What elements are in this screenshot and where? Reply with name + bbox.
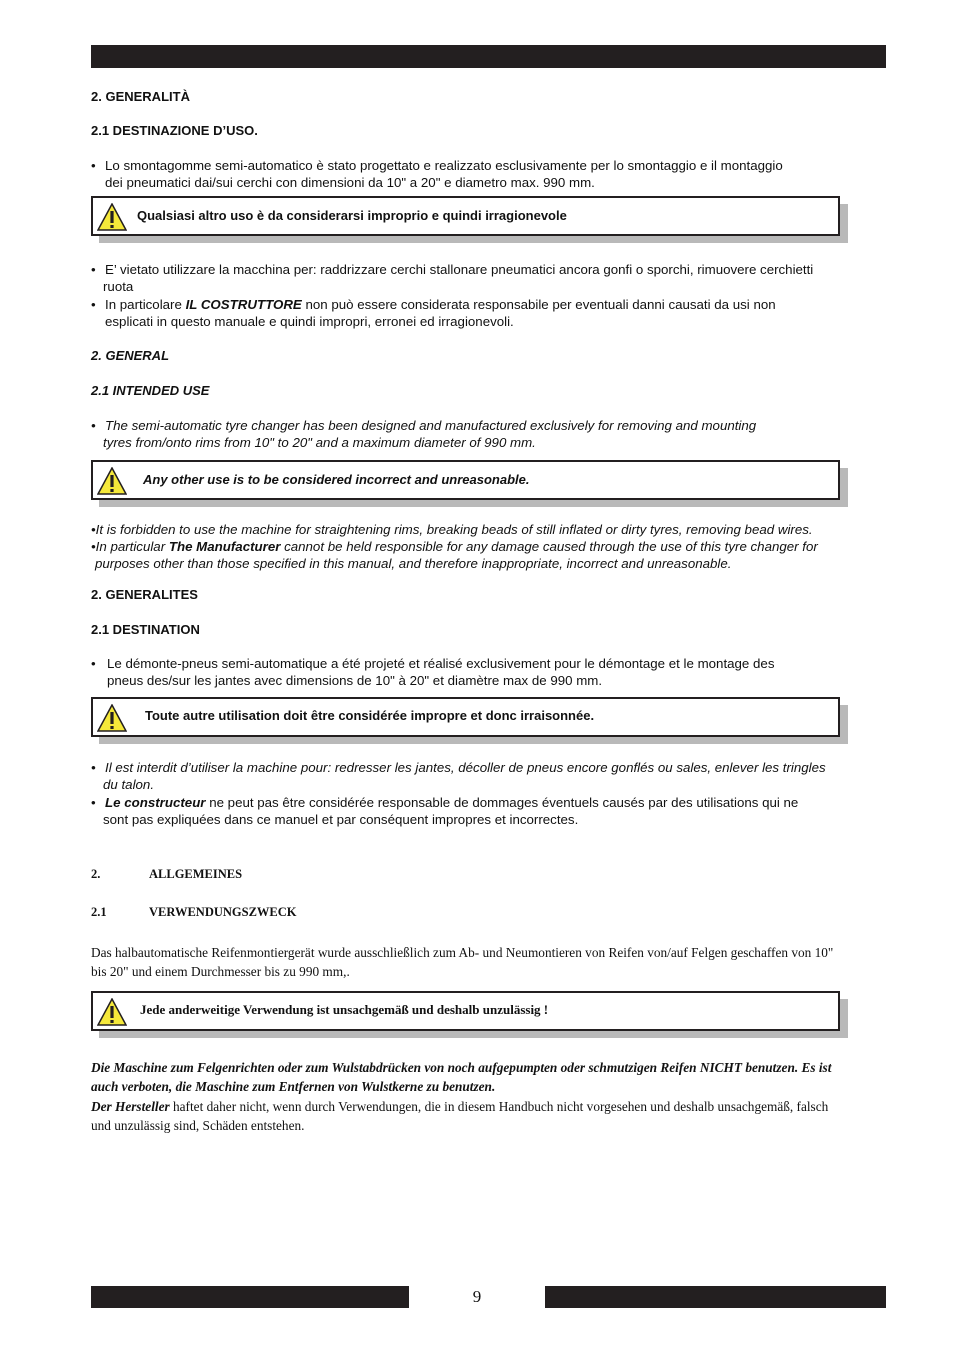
it-warning-text: Qualsiasi altro uso è da considerarsi improprio e quindi irragionevole [137, 208, 567, 223]
de-paragraph-3: Der Hersteller haftet daher nicht, wenn durch Verwendungen, die in diesem Handbuch nicht vorgesehen und deshalb unsachgemäß, falsch und unzulässig sind, Schäden entstehen. [91, 1099, 829, 1133]
en-subheading: 2.1 INTENDED USE [91, 383, 210, 398]
fr-paragraph-1: • Le démonte-pneus semi-automatique a été projeté et réalisé exclusivement pour le démontage et le montage des pneus des/sur les jantes avec dimensions de 10" à 20" et diamètre max de 990 mm. [91, 656, 775, 688]
fr-warning-text: Toute autre utilisation doit être considérée impropre et donc irraisonnée. [145, 708, 595, 723]
fr-bullet-1: • Il est interdit d’utiliser la machine pour: redresser les jantes, décoller de pneus encore gonflés ou sales, enlever les tringles du talon. [91, 760, 826, 792]
header-bar [91, 45, 886, 68]
en-bullet-2: •In particular The Manufacturer cannot be held responsible for any damage caused through the use of this tyre changer for purposes other than those specified in this manual, and therefore inappropriate, incorrect and unreasonable. [91, 539, 818, 571]
en-paragraph-1: • The semi-automatic tyre changer has been designed and manufactured exclusively for removing and mounting tyres from/onto rims from 10" to 20" and a maximum diameter of 990 mm. [91, 418, 757, 450]
it-bullet-1: • E’ vietato utilizzare la macchina per: raddrizzare cerchi stallonare pneumatici ancora gonfi o sporchi, rimuovere cerchietti ruota [91, 262, 814, 294]
it-heading: 2. GENERALITÀ [91, 89, 190, 104]
de-paragraph-2: Die Maschine zum Felgenrichten oder zum Wulstabdrücken von noch aufgepumpten oder schmutzigen Reifen NICHT benutzen. Es ist auch verboten, die Maschine zum Entfernen von Wulstkerne zu benutzen. [91, 1060, 832, 1094]
de-warning-text: Jede anderweitige Verwendung ist unsachgemäß und deshalb unzulässig ! [140, 1002, 549, 1017]
en-heading: 2. GENERAL [91, 348, 170, 363]
en-warning-box [91, 460, 840, 499]
warning-triangle-icon [97, 467, 127, 495]
footer-bar-left [91, 1286, 409, 1308]
warning-triangle-icon [97, 704, 127, 732]
de-subheading: 2.1 VERWENDUNGSZWECK [91, 905, 297, 919]
it-warning-box [91, 196, 840, 235]
en-warning-text: Any other use is to be considered incorrect and unreasonable. [143, 472, 530, 487]
fr-warning-box [91, 697, 840, 736]
footer-bar-right [545, 1286, 886, 1308]
fr-bullet-2: • Le constructeur ne peut pas être considérée responsable de dommages éventuels causés par des utilisations qui ne sont pas expliquées dans ce manuel et par conséquent impropres et incorrectes. [91, 795, 799, 827]
warning-triangle-icon [97, 998, 127, 1026]
warning-triangle-icon [97, 203, 127, 231]
fr-heading: 2. GENERALITES [91, 587, 198, 602]
de-warning-box [91, 991, 840, 1030]
it-paragraph-1: • Lo smontagomme semi-automatico è stato progettato e realizzato esclusivamente per lo smontaggio e il montaggio dei pneumatici dai/sui cerchi con dimensioni da 10" a 20" e diametro max. 990 mm. [91, 158, 783, 190]
it-bullet-2: • In particolare IL COSTRUTTORE non può essere considerata responsabile per eventuali danni causati da usi non esplicati in questo manuale e quindi impropri, erronei ed irragionevoli. [91, 297, 776, 329]
page-number: 9 [472, 1287, 482, 1306]
fr-subheading: 2.1 DESTINATION [91, 622, 200, 637]
de-paragraph-1: Das halbautomatische Reifenmontiergerät wurde ausschließlich zum Ab- und Neumontieren von Reifen von/auf Felgen geschaffen von 10" bis 20" und einem Durchmesser bis zu 990 mm,. [91, 945, 834, 979]
en-bullet-1: •It is forbidden to use the machine for straightening rims, breaking beads of still inflated or dirty tyres, removing bead wires. [91, 522, 813, 537]
it-subheading: 2.1 DESTINAZIONE D’USO. [91, 123, 258, 138]
de-heading: 2. ALLGEMEINES [91, 867, 243, 881]
